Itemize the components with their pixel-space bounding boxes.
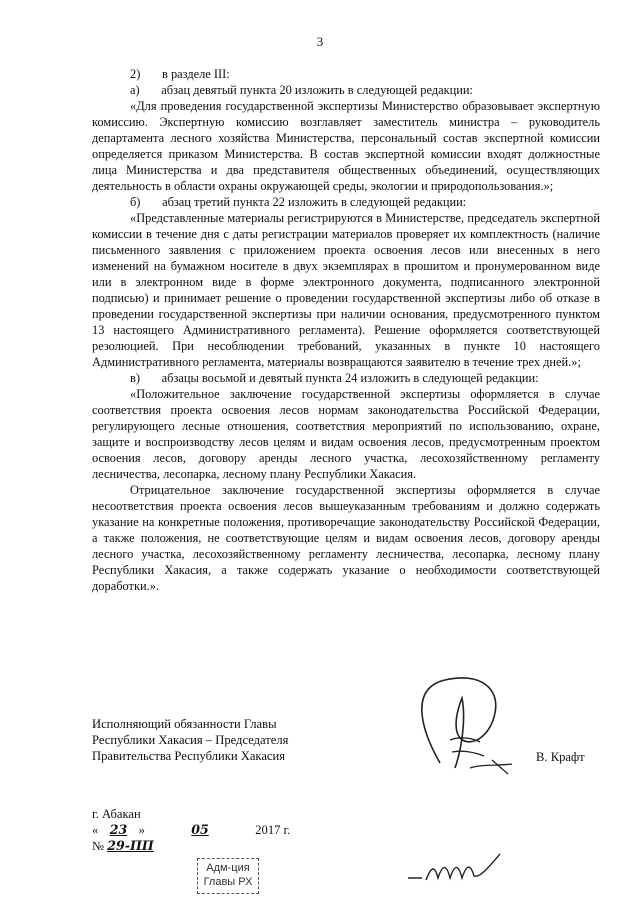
number-sign: № [92, 839, 105, 853]
registration-stamp [197, 858, 259, 894]
stamp-line: Главы РХ [203, 876, 253, 888]
signatory-name: В. Крафт [536, 750, 585, 764]
paragraph-quote-registration: «Представленные материалы регистрируются в Министерстве, председатель экспертной комиссии в течение дня с даты регистрации материалов проверяет их комплектность (наличие письменного заявления с приложением проекта освоения лесов или внесенных в него изменений на бумажном носителе в двух экземплярах в прошитом и пронумерованном виде или в электронном виде в форме электронного документа, подписанного электронной подписью) и принимает решение о проведении государственной экспертизы либо об отказе в проведении государственной экспертизы при наличии основания, предусмотренного пунктом 13 настоящего Административного регламента). Решение оформляется соответствующей резолюцией. При несоблюдении требований, указанных в пункте 10 настоящего Административного регламента, материалы возвращаются заявителю в течение трех дней.»; [92, 211, 600, 369]
date-open-quote: « [92, 823, 99, 837]
handwritten-initials [400, 848, 510, 888]
paragraph-section-heading: 2) в разделе III: [130, 67, 230, 81]
signatory-title-line: Республики Хакасия – Председателя [92, 733, 289, 747]
date-close-quote: » [138, 823, 145, 837]
signing-date [92, 822, 290, 838]
stamp-line: Адм-ция [206, 862, 250, 874]
paragraph-quote-expert-commission: «Для проведения государственной экспертизы Министерство образовывает экспертную комиссию. Экспертную комиссию возглавляет заместитель министра – руководитель департамента лесного хозяйства Министерства, персональный состав экспертной комиссии определяется приказом Министерства. В состав экспертной комиссии входят должностные лица Министерства и два представителя общественных объединений, осуществляющих деятельность в области охраны окружающей среды, экологии и природопользования.»; [92, 99, 600, 193]
place-of-signing: г. Абакан [92, 807, 141, 821]
paragraph-item-v: в) абзацы восьмой и девятый пункта 24 изложить в следующей редакции: [130, 371, 539, 385]
date-year: 2017 г. [255, 823, 291, 837]
date-month: 05 [191, 822, 209, 837]
paragraph-item-b: б) абзац третий пункта 22 изложить в следующей редакции: [130, 195, 467, 209]
number-value: 29-ПП [107, 838, 154, 853]
document-number [92, 838, 154, 854]
paragraph-item-a: а) абзац девятый пункта 20 изложить в следующей редакции: [130, 83, 473, 97]
signatory-title [92, 716, 412, 764]
page-number: 3 [316, 34, 324, 49]
signatory-title-line: Правительства Республики Хакасия [92, 749, 286, 763]
paragraph-negative-conclusion: Отрицательное заключение государственной экспертизы оформляется в случае несоответствия проекта освоения лесов вышеуказанным требованиям и должно содержать указание на конкретные положения, противоречащие законодательству Российской Федерации, а также положения, не соответствующие целям и видам освоения лесов, договору аренды лесного участка, лесохозяйственному регламенту лесничества, лесопарка, лесному плану Республики Хакасия, а также содержать указание о необходимости соответствующей доработки.». [92, 483, 600, 593]
signatory-title-line: Исполняющий обязанности Главы [92, 717, 277, 731]
handwritten-signature [400, 668, 530, 780]
paragraph-quote-positive-conclusion: «Положительное заключение государственной экспертизы оформляется в случае соответствия проекта освоения лесов нормам законодательства Российской Федерации, регулирующего лесные отношения, соответствия мероприятий по использованию, охране, защите и воспроизводству лесов целям и видам освоения лесов, предусмотренным проектом освоения лесов, договору аренды лесного участка, лесохозяйственному регламенту лесничества, лесопарка, лесному плану Республики Хакасия. [92, 387, 600, 481]
date-day: 23 [109, 822, 128, 837]
document-body [92, 66, 600, 594]
